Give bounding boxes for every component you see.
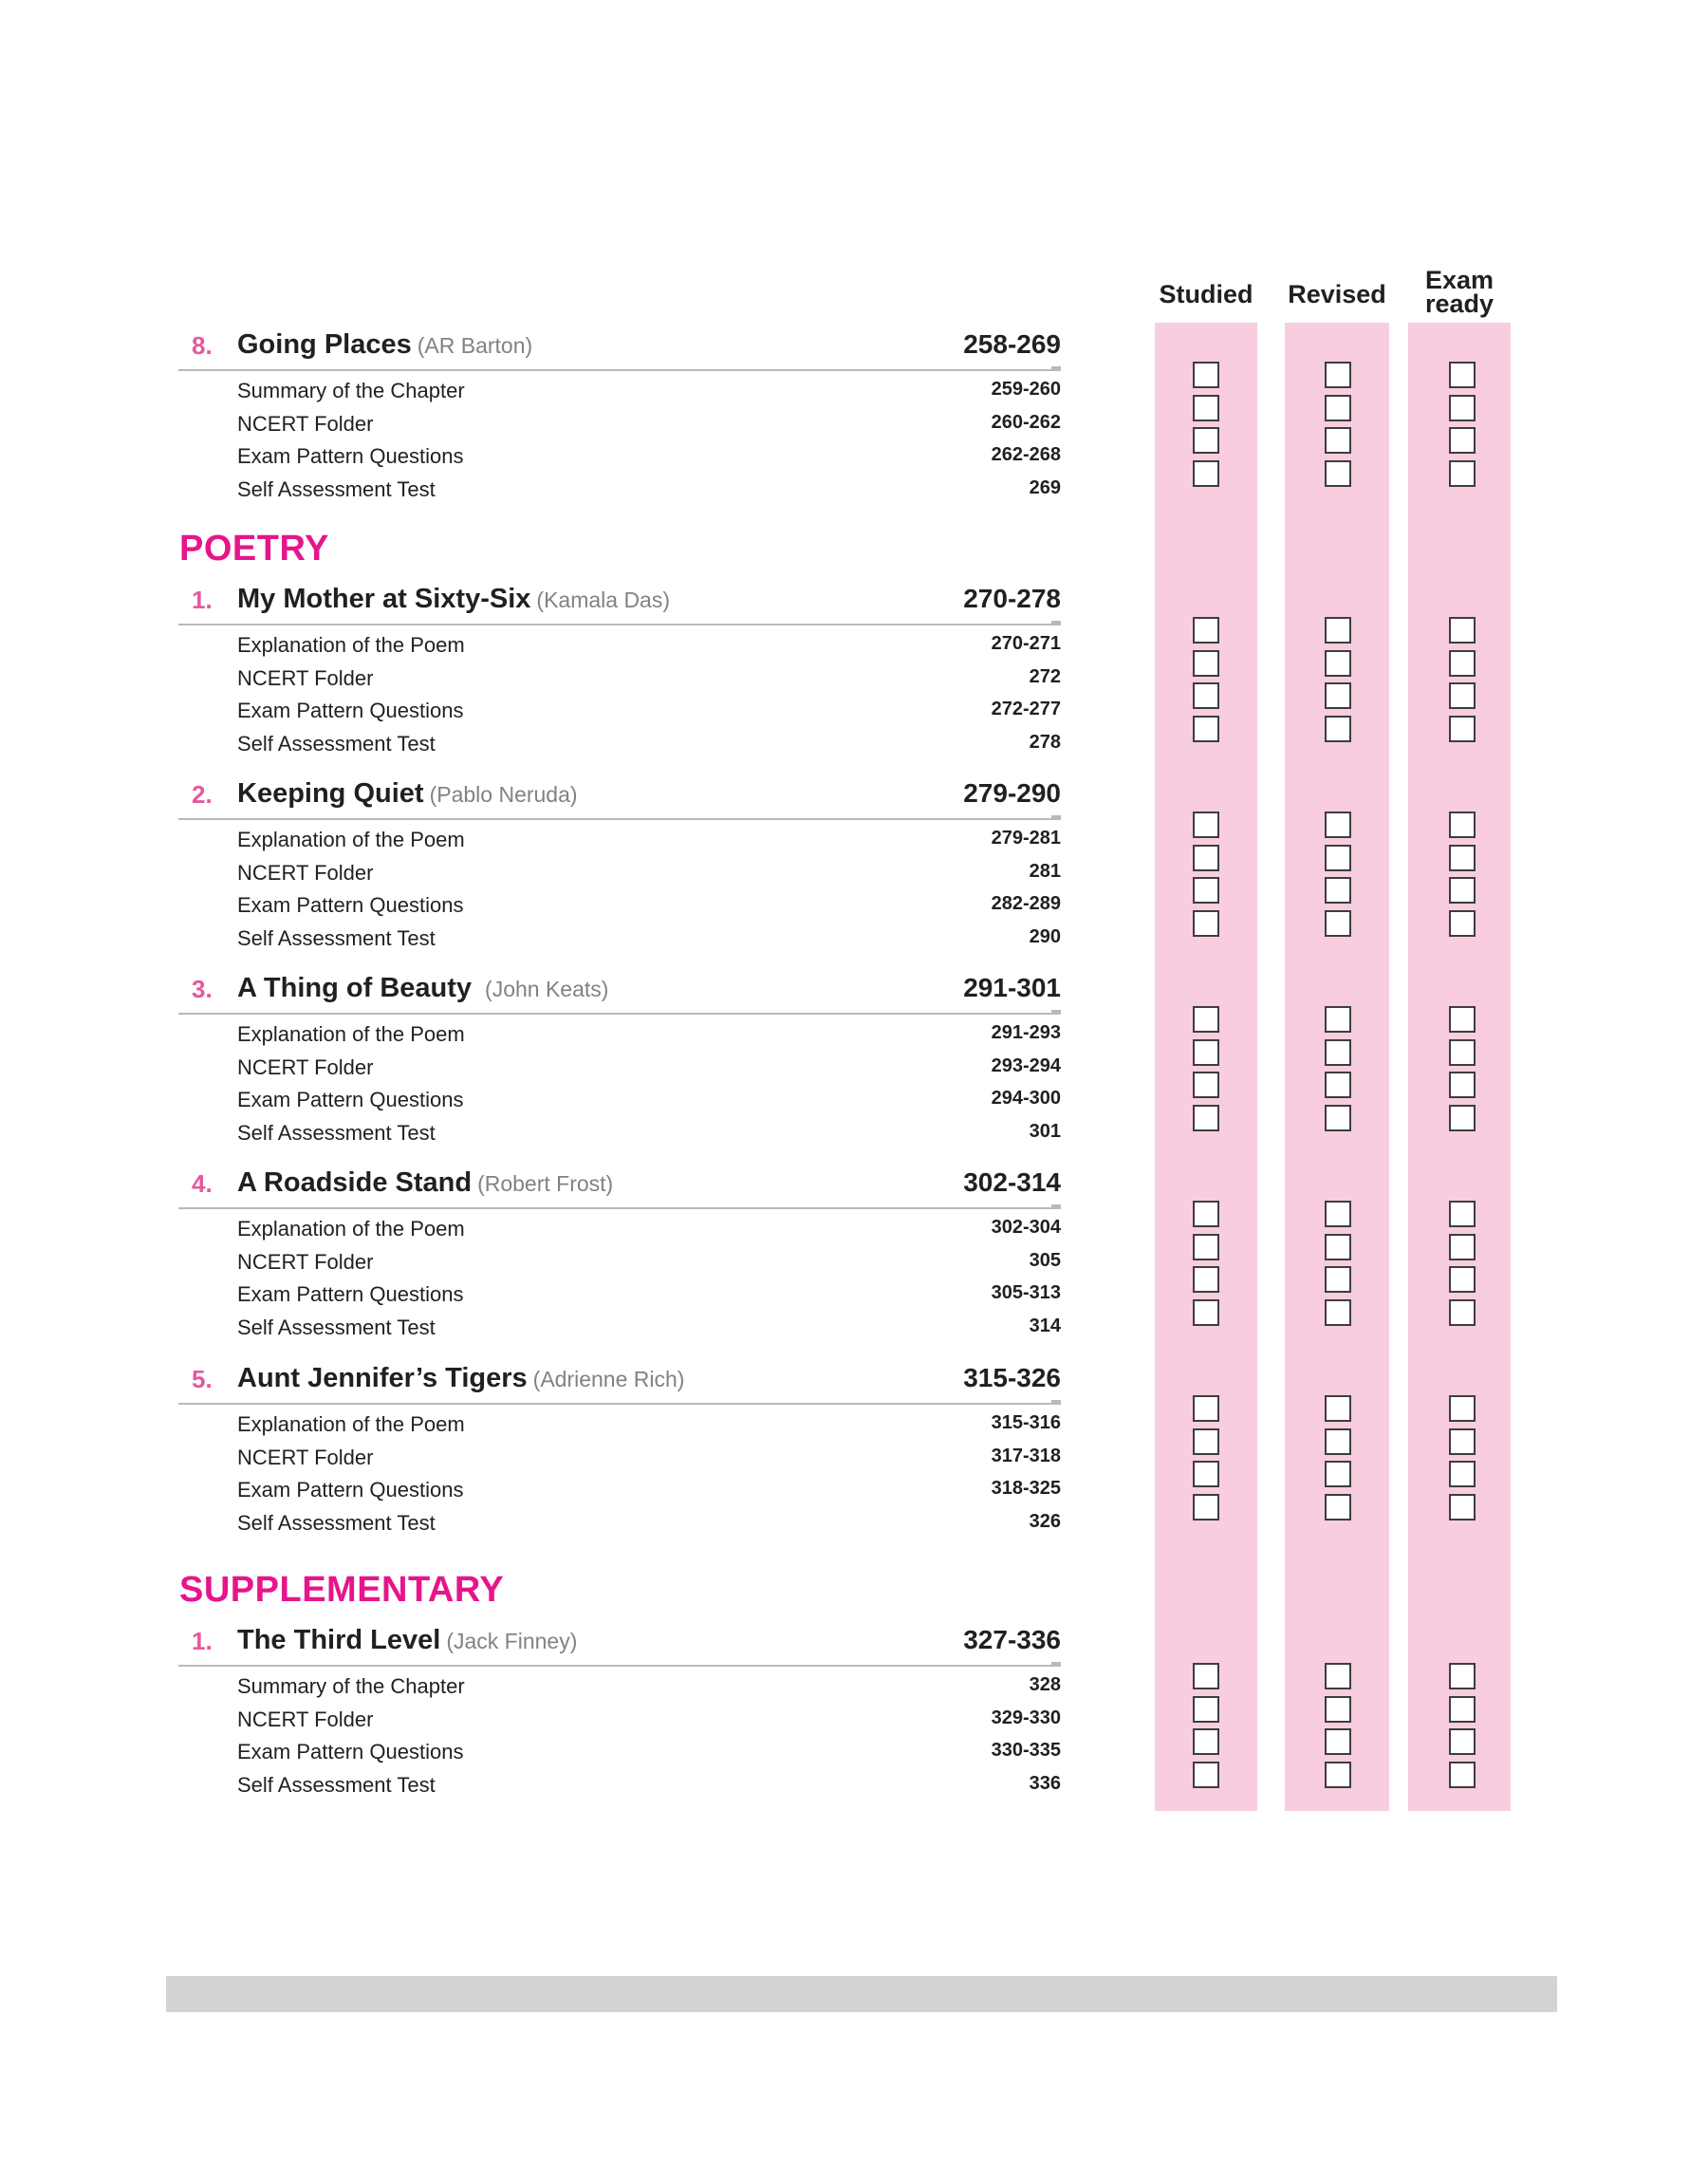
- revised-checkbox[interactable]: [1325, 1428, 1351, 1455]
- item-pages: 318-325: [991, 1478, 1061, 1499]
- studied-checkbox[interactable]: [1193, 1762, 1219, 1788]
- item-label: NCERT Folder: [237, 411, 374, 436]
- revised-checkbox[interactable]: [1325, 1072, 1351, 1098]
- chapter-number: 4.: [192, 1169, 213, 1198]
- list-item: [178, 1275, 1061, 1308]
- revised-checkbox[interactable]: [1325, 1234, 1351, 1260]
- studied-checkbox[interactable]: [1193, 395, 1219, 421]
- list-item: [178, 1308, 1061, 1341]
- chapter-author: (Robert Frost): [477, 1171, 614, 1196]
- item-label: Explanation of the Poem: [237, 828, 465, 851]
- item-label: Self Assessment Test: [237, 1315, 436, 1339]
- studied-checkbox[interactable]: [1193, 1461, 1219, 1487]
- item-label: NCERT Folder: [237, 1249, 374, 1274]
- chapter-heading: [178, 329, 1061, 371]
- exam-ready-checkbox[interactable]: [1449, 1006, 1476, 1033]
- item-pages: 282-289: [991, 893, 1061, 914]
- item-pages: 302-304: [991, 1217, 1061, 1238]
- item-label: Summary of the Chapter: [237, 379, 465, 402]
- list-item: [178, 691, 1061, 724]
- chapter-keeping-quiet: [178, 778, 1061, 951]
- chapter-a-roadside-stand: [178, 1167, 1061, 1340]
- studied-checkbox[interactable]: [1193, 1006, 1219, 1033]
- list-item: [178, 1113, 1061, 1147]
- item-label: Explanation of the Poem: [237, 1217, 465, 1241]
- chapter-the-third-level: [178, 1625, 1061, 1798]
- studied-checkbox[interactable]: [1193, 1234, 1219, 1260]
- chapter-author: (Adrienne Rich): [532, 1367, 685, 1391]
- studied-checkbox[interactable]: [1193, 1072, 1219, 1098]
- item-label: Explanation of the Poem: [237, 633, 465, 657]
- exam-ready-checkbox[interactable]: [1449, 1201, 1476, 1227]
- revised-column: [1285, 323, 1389, 1811]
- list-item: [178, 437, 1061, 470]
- studied-column-header: Studied: [1159, 280, 1253, 308]
- list-item: [178, 659, 1061, 692]
- item-pages: 270-271: [991, 633, 1061, 654]
- revised-checkbox[interactable]: [1325, 1105, 1351, 1131]
- exam-ready-checkbox[interactable]: [1449, 617, 1476, 644]
- item-pages: 293-294: [991, 1054, 1061, 1076]
- revised-checkbox[interactable]: [1325, 682, 1351, 709]
- exam-ready-checkbox[interactable]: [1449, 1728, 1476, 1755]
- item-pages: 336: [1029, 1772, 1061, 1794]
- chapter-title-text: Going Places: [237, 329, 412, 360]
- chapter-page-range: 315-326: [963, 1363, 1061, 1392]
- chapter-page-range: 291-301: [963, 973, 1061, 1002]
- item-pages: 301: [1029, 1120, 1061, 1142]
- chapter-author: (AR Barton): [417, 333, 533, 358]
- item-label: Exam Pattern Questions: [237, 1740, 464, 1763]
- chapter-author: (Kamala Das): [536, 588, 671, 612]
- item-label: NCERT Folder: [237, 1707, 374, 1731]
- exam-ready-column: [1408, 323, 1511, 1811]
- exam-ready-checkbox[interactable]: [1449, 716, 1476, 742]
- chapter-heading: [178, 584, 1061, 625]
- chapter-number: 5.: [192, 1365, 213, 1393]
- chapter-title-text: My Mother at Sixty-Six: [237, 584, 531, 614]
- item-label: Exam Pattern Questions: [237, 893, 464, 917]
- revised-checkbox[interactable]: [1325, 910, 1351, 937]
- list-item: [178, 625, 1061, 659]
- chapter-number: 3.: [192, 975, 213, 1003]
- revised-checkbox[interactable]: [1325, 617, 1351, 644]
- chapter-heading: [178, 973, 1061, 1015]
- list-item: [178, 1765, 1061, 1799]
- exam-ready-checkbox[interactable]: [1449, 1696, 1476, 1723]
- revised-checkbox[interactable]: [1325, 877, 1351, 904]
- list-item: [178, 886, 1061, 919]
- list-item: [178, 1700, 1061, 1733]
- list-item: [178, 724, 1061, 757]
- exam-ready-checkbox[interactable]: [1449, 682, 1476, 709]
- chapter-title: [237, 1363, 684, 1394]
- revised-checkbox[interactable]: [1325, 1663, 1351, 1689]
- list-item: [178, 1242, 1061, 1276]
- chapter-title-text: The Third Level: [237, 1625, 441, 1655]
- studied-checkbox[interactable]: [1193, 362, 1219, 388]
- chapter-title: [237, 1625, 577, 1656]
- chapter-page-range: 270-278: [963, 584, 1061, 613]
- studied-column: [1155, 323, 1257, 1811]
- list-item: [178, 1470, 1061, 1503]
- exam-ready-checkbox[interactable]: [1449, 1428, 1476, 1455]
- item-pages: 262-268: [991, 444, 1061, 465]
- exam-ready-checkbox[interactable]: [1449, 395, 1476, 421]
- chapter-page-range: 279-290: [963, 778, 1061, 808]
- item-label: Self Assessment Test: [237, 925, 436, 950]
- revised-checkbox[interactable]: [1325, 1461, 1351, 1487]
- studied-checkbox[interactable]: [1193, 460, 1219, 487]
- studied-checkbox[interactable]: [1193, 650, 1219, 677]
- item-pages: 326: [1029, 1510, 1061, 1532]
- exam-ready-checkbox[interactable]: [1449, 1039, 1476, 1066]
- item-label: NCERT Folder: [237, 860, 374, 885]
- revised-checkbox[interactable]: [1325, 1696, 1351, 1723]
- exam-ready-checkbox[interactable]: [1449, 1234, 1476, 1260]
- studied-checkbox[interactable]: [1193, 1728, 1219, 1755]
- item-pages: 329-330: [991, 1707, 1061, 1728]
- revised-checkbox[interactable]: [1325, 812, 1351, 838]
- section-title-poetry: POETRY: [179, 529, 329, 569]
- exam-ready-checkbox[interactable]: [1449, 1395, 1476, 1422]
- chapter-a-thing-of-beauty: [178, 973, 1061, 1146]
- studied-checkbox[interactable]: [1193, 845, 1219, 871]
- item-pages: 305: [1029, 1249, 1061, 1271]
- item-pages: 281: [1029, 860, 1061, 882]
- item-label: Explanation of the Poem: [237, 1412, 465, 1436]
- studied-checkbox[interactable]: [1193, 1663, 1219, 1689]
- chapter-my-mother-at-sixty-six: [178, 584, 1061, 756]
- item-label: Self Assessment Test: [237, 1510, 436, 1535]
- item-label: NCERT Folder: [237, 1054, 374, 1079]
- chapter-title: [237, 584, 670, 615]
- item-label: Summary of the Chapter: [237, 1674, 465, 1698]
- item-pages: 291-293: [991, 1022, 1061, 1043]
- revised-checkbox[interactable]: [1325, 1494, 1351, 1521]
- chapter-number: 1.: [192, 586, 213, 614]
- studied-checkbox[interactable]: [1193, 1105, 1219, 1131]
- footer-bar: [166, 1976, 1557, 2012]
- chapter-title: [237, 778, 578, 810]
- item-pages: 305-313: [991, 1282, 1061, 1303]
- item-label: Exam Pattern Questions: [237, 1088, 464, 1111]
- exam-ready-checkbox[interactable]: [1449, 1299, 1476, 1326]
- item-pages: 272: [1029, 665, 1061, 687]
- studied-checkbox[interactable]: [1193, 1696, 1219, 1723]
- studied-checkbox[interactable]: [1193, 1266, 1219, 1293]
- studied-checkbox[interactable]: [1193, 910, 1219, 937]
- chapter-going-places: [178, 329, 1061, 502]
- revised-checkbox[interactable]: [1325, 1201, 1351, 1227]
- exam-ready-checkbox[interactable]: [1449, 1266, 1476, 1293]
- item-label: Self Assessment Test: [237, 476, 436, 501]
- chapter-heading: [178, 1625, 1061, 1667]
- revised-checkbox[interactable]: [1325, 1728, 1351, 1755]
- chapter-number: 8.: [192, 331, 213, 360]
- studied-checkbox[interactable]: [1193, 1039, 1219, 1066]
- chapter-title: [237, 329, 532, 361]
- exam-ready-checkbox[interactable]: [1449, 1105, 1476, 1131]
- revised-checkbox[interactable]: [1325, 362, 1351, 388]
- item-label: NCERT Folder: [237, 1445, 374, 1469]
- exam-ready-checkbox[interactable]: [1449, 650, 1476, 677]
- item-pages: 315-316: [991, 1412, 1061, 1433]
- item-label: Self Assessment Test: [237, 731, 436, 756]
- exam-ready-checkbox[interactable]: [1449, 1762, 1476, 1788]
- item-pages: 314: [1029, 1315, 1061, 1336]
- exam-ready-checkbox[interactable]: [1449, 910, 1476, 937]
- revised-checkbox[interactable]: [1325, 1762, 1351, 1788]
- exam-ready-checkbox[interactable]: [1449, 427, 1476, 454]
- exam-ready-checkbox[interactable]: [1449, 845, 1476, 871]
- revised-checkbox[interactable]: [1325, 845, 1351, 871]
- chapter-page-range: 258-269: [963, 329, 1061, 359]
- list-item: [178, 1048, 1061, 1081]
- studied-checkbox[interactable]: [1193, 1494, 1219, 1521]
- revised-column-header: Revised: [1288, 280, 1386, 308]
- revised-checkbox[interactable]: [1325, 1266, 1351, 1293]
- item-pages: 330-335: [991, 1740, 1061, 1761]
- exam-ready-column-header: Exam ready: [1424, 266, 1494, 318]
- chapter-title: [237, 1167, 613, 1199]
- chapter-page-range: 302-314: [963, 1167, 1061, 1197]
- item-label: NCERT Folder: [237, 665, 374, 690]
- list-item: [178, 371, 1061, 404]
- revised-checkbox[interactable]: [1325, 395, 1351, 421]
- revised-checkbox[interactable]: [1325, 460, 1351, 487]
- item-label: Exam Pattern Questions: [237, 699, 464, 722]
- item-pages: 294-300: [991, 1088, 1061, 1109]
- studied-checkbox[interactable]: [1193, 682, 1219, 709]
- item-pages: 259-260: [991, 379, 1061, 400]
- studied-checkbox[interactable]: [1193, 617, 1219, 644]
- list-item: [178, 820, 1061, 853]
- item-label: Exam Pattern Questions: [237, 444, 464, 468]
- chapter-title-text: A Roadside Stand: [237, 1167, 473, 1198]
- item-pages: 272-277: [991, 699, 1061, 719]
- item-pages: 260-262: [991, 411, 1061, 433]
- chapter-number: 2.: [192, 780, 213, 809]
- chapter-number: 1.: [192, 1627, 213, 1655]
- exam-ready-checkbox[interactable]: [1449, 877, 1476, 904]
- item-label: Self Assessment Test: [237, 1120, 436, 1145]
- item-label: Explanation of the Poem: [237, 1022, 465, 1046]
- item-label: Exam Pattern Questions: [237, 1282, 464, 1306]
- item-pages: 278: [1029, 731, 1061, 753]
- section-title-supplementary: SUPPLEMENTARY: [179, 1570, 505, 1610]
- studied-checkbox[interactable]: [1193, 812, 1219, 838]
- chapter-author: (John Keats): [485, 977, 609, 1001]
- revised-checkbox[interactable]: [1325, 716, 1351, 742]
- chapter-title-text: Keeping Quiet: [237, 778, 424, 809]
- exam-ready-checkbox[interactable]: [1449, 812, 1476, 838]
- chapter-author: (Jack Finney): [446, 1629, 578, 1653]
- exam-ready-checkbox[interactable]: [1449, 362, 1476, 388]
- list-item: [178, 404, 1061, 438]
- item-pages: 269: [1029, 476, 1061, 498]
- revised-checkbox[interactable]: [1325, 1299, 1351, 1326]
- studied-checkbox[interactable]: [1193, 1395, 1219, 1422]
- revised-checkbox[interactable]: [1325, 427, 1351, 454]
- exam-ready-checkbox[interactable]: [1449, 1461, 1476, 1487]
- revised-checkbox[interactable]: [1325, 1395, 1351, 1422]
- list-item: [178, 1209, 1061, 1242]
- list-item: [178, 1438, 1061, 1471]
- exam-ready-checkbox[interactable]: [1449, 460, 1476, 487]
- revised-checkbox[interactable]: [1325, 650, 1351, 677]
- exam-ready-checkbox[interactable]: [1449, 1494, 1476, 1521]
- chapter-heading: [178, 1363, 1061, 1405]
- item-pages: 279-281: [991, 828, 1061, 849]
- list-item: [178, 470, 1061, 503]
- item-pages: 328: [1029, 1674, 1061, 1695]
- exam-ready-checkbox[interactable]: [1449, 1663, 1476, 1689]
- exam-ready-checkbox[interactable]: [1449, 1072, 1476, 1098]
- list-item: [178, 1015, 1061, 1048]
- studied-checkbox[interactable]: [1193, 1201, 1219, 1227]
- chapter-title-text: A Thing of Beauty: [237, 973, 473, 1003]
- studied-checkbox[interactable]: [1193, 427, 1219, 454]
- item-pages: 317-318: [991, 1445, 1061, 1466]
- chapter-page-range: 327-336: [963, 1625, 1061, 1654]
- revised-checkbox[interactable]: [1325, 1039, 1351, 1066]
- list-item: [178, 919, 1061, 952]
- chapter-author: (Pablo Neruda): [429, 782, 578, 807]
- studied-checkbox[interactable]: [1193, 1428, 1219, 1455]
- list-item: [178, 1732, 1061, 1765]
- studied-checkbox[interactable]: [1193, 716, 1219, 742]
- item-pages: 290: [1029, 925, 1061, 947]
- chapter-title: [237, 973, 608, 1004]
- chapter-heading: [178, 778, 1061, 820]
- item-label: Exam Pattern Questions: [237, 1478, 464, 1502]
- chapter-title-text: Aunt Jennifer’s Tigers: [237, 1363, 528, 1393]
- list-item: [178, 853, 1061, 886]
- item-label: Self Assessment Test: [237, 1772, 436, 1797]
- list-item: [178, 1667, 1061, 1700]
- studied-checkbox[interactable]: [1193, 877, 1219, 904]
- studied-checkbox[interactable]: [1193, 1299, 1219, 1326]
- chapter-heading: [178, 1167, 1061, 1209]
- list-item: [178, 1405, 1061, 1438]
- chapter-aunt-jennifers-tigers: [178, 1363, 1061, 1536]
- list-item: [178, 1080, 1061, 1113]
- list-item: [178, 1503, 1061, 1537]
- revised-checkbox[interactable]: [1325, 1006, 1351, 1033]
